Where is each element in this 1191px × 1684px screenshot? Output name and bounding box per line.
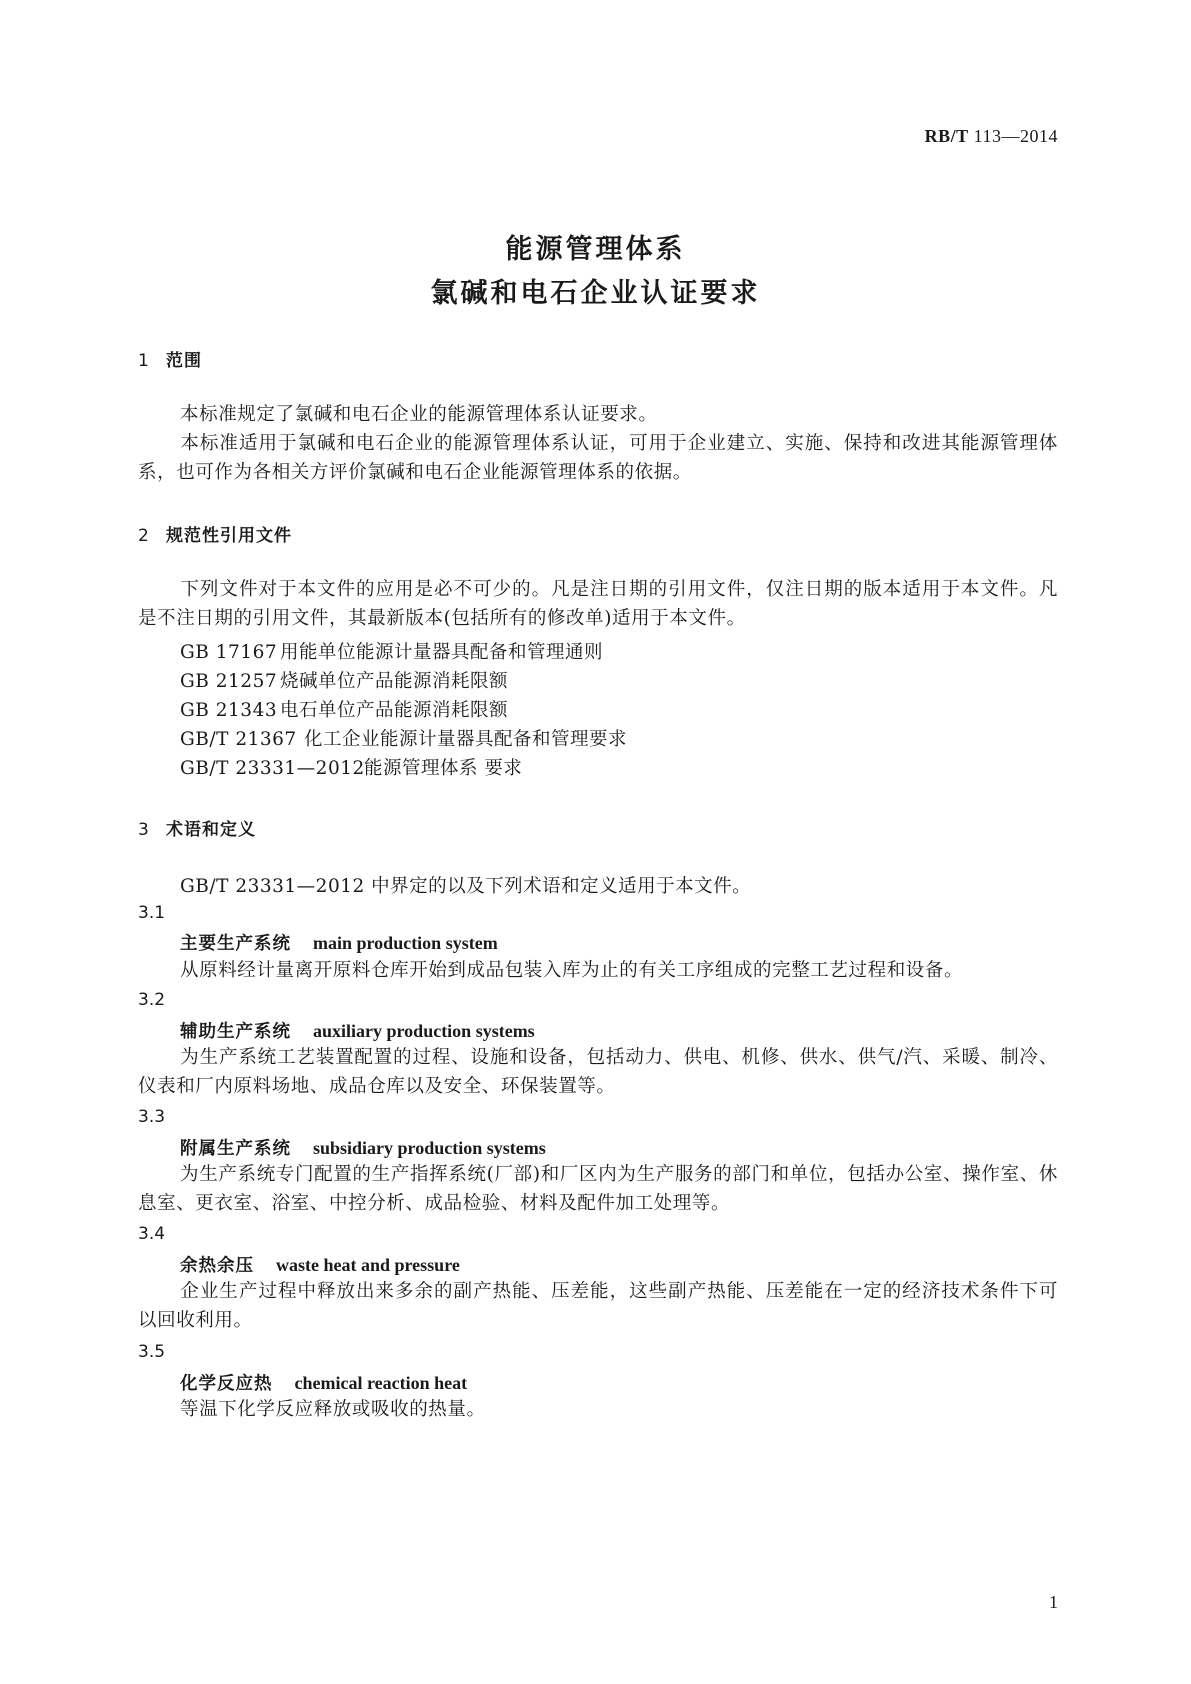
- reference-title: 用能单位能源计量器具配备和管理通则: [280, 642, 604, 663]
- scope-paragraph-2: [138, 429, 1058, 487]
- section-heading-scope: [138, 346, 202, 371]
- terms-intro: GB/T 23331—2012 中界定的以及下列术语和定义适用于本文件。: [180, 876, 752, 897]
- section-title: 术语和定义: [166, 820, 256, 840]
- reference-code: GB 17167: [180, 642, 278, 663]
- clause-number: 3.4: [138, 1224, 166, 1244]
- term-zh: 主要生产系统: [180, 934, 291, 954]
- clause-number: 3.5: [138, 1342, 166, 1362]
- reference-title: 烧碱单位产品能源消耗限额: [280, 671, 509, 692]
- term-en: waste heat and pressure: [276, 1255, 460, 1275]
- term-definition: [138, 1277, 1058, 1335]
- standard-number: 113—2014: [973, 126, 1058, 146]
- term-heading: [180, 1135, 546, 1160]
- section-title: 规范性引用文件: [166, 526, 292, 546]
- term-zh: 化学反应热: [180, 1374, 273, 1394]
- section-heading-terms: [138, 815, 256, 840]
- term-heading: [180, 930, 498, 955]
- reference-code: GB 21343: [180, 700, 278, 721]
- term-heading: [180, 1370, 467, 1395]
- reference-code: GB/T 23331—2012: [180, 758, 365, 779]
- refs-intro-paragraph: [138, 575, 1058, 633]
- definition-text: 从原料经计量离开原料仓库开始到成品包装入库为止的有关工序组成的完整工艺过程和设备。: [180, 960, 964, 981]
- paragraph-text: 本标准适用于氯碱和电石企业的能源管理体系认证，可用于企业建立、实施、保持和改进其能源管理体系，也可作为各相关方评价氯碱和电石企业能源管理体系的依据。: [138, 433, 1058, 483]
- clause-number: 3.3: [138, 1107, 166, 1127]
- term-en: auxiliary production systems: [313, 1021, 535, 1041]
- term-en: main production system: [313, 933, 498, 953]
- standard-code: [925, 126, 1058, 147]
- scope-paragraph-1: [138, 400, 1058, 429]
- term-definition: [138, 1395, 1058, 1424]
- term-zh: 余热余压: [180, 1256, 254, 1276]
- term-definition: [138, 956, 1058, 985]
- term-zh: 附属生产系统: [180, 1139, 291, 1159]
- reference-title: 电石单位产品能源消耗限额: [280, 700, 509, 721]
- standard-prefix: RB/T: [924, 126, 969, 146]
- definition-text: 企业生产过程中释放出来多余的副产热能、压差能，这些副产热能、压差能在一定的经济技术条件下可以回收利用。: [138, 1281, 1058, 1331]
- term-definition: [138, 1160, 1058, 1218]
- section-title: 范围: [166, 351, 202, 371]
- section-number: 2: [138, 526, 150, 546]
- document-title-line1: 能源管理体系: [505, 234, 686, 265]
- reference-code: GB 21257: [180, 671, 278, 692]
- term-zh: 辅助生产系统: [180, 1022, 291, 1042]
- term-definition: [138, 1043, 1058, 1101]
- term-en: chemical reaction heat: [294, 1373, 468, 1393]
- paragraph-text: 本标准规定了氯碱和电石企业的能源管理体系认证要求。: [180, 404, 658, 425]
- page-number: 1: [1049, 1592, 1058, 1612]
- section-heading-normative-refs: [138, 521, 292, 546]
- definition-text: 为生产系统专门配置的生产指挥系统(厂部)和厂区内为生产服务的部门和单位，包括办公室、操作室、休息室、更衣室、浴室、中控分析、成品检验、材料及配件加工处理等。: [138, 1164, 1058, 1214]
- reference-item: [180, 667, 508, 693]
- definition-text: 为生产系统工艺装置配置的过程、设施和设备，包括动力、供电、机修、供水、供气/汽、采暖、制冷、仪表和厂内原料场地、成品仓库以及安全、环保装置等。: [138, 1047, 1058, 1097]
- reference-code: GB/T 21367: [180, 729, 297, 750]
- clause-number: 3.2: [138, 990, 166, 1010]
- reference-item: [180, 754, 522, 780]
- paragraph-text: 下列文件对于本文件的应用是必不可少的。凡是注日期的引用文件，仅注日期的版本适用于本文件。凡是不注日期的引用文件，其最新版本(包括所有的修改单)适用于本文件。: [138, 579, 1058, 629]
- reference-item: [180, 638, 603, 664]
- clause-number: 3.1: [138, 903, 166, 923]
- section-number: 1: [138, 351, 150, 371]
- definition-text: 等温下化学反应释放或吸收的热量。: [180, 1399, 486, 1420]
- document-title-line2: 氯碱和电石企业认证要求: [430, 278, 761, 309]
- reference-item: [180, 725, 627, 751]
- reference-title: 能源管理体系 要求: [364, 758, 523, 779]
- term-en: subsidiary production systems: [313, 1138, 546, 1158]
- term-heading: [180, 1252, 460, 1277]
- reference-title: 化工企业能源计量器具配备和管理要求: [304, 729, 628, 750]
- reference-item: [180, 696, 508, 722]
- term-heading: [180, 1018, 535, 1043]
- section-number: 3: [138, 820, 150, 840]
